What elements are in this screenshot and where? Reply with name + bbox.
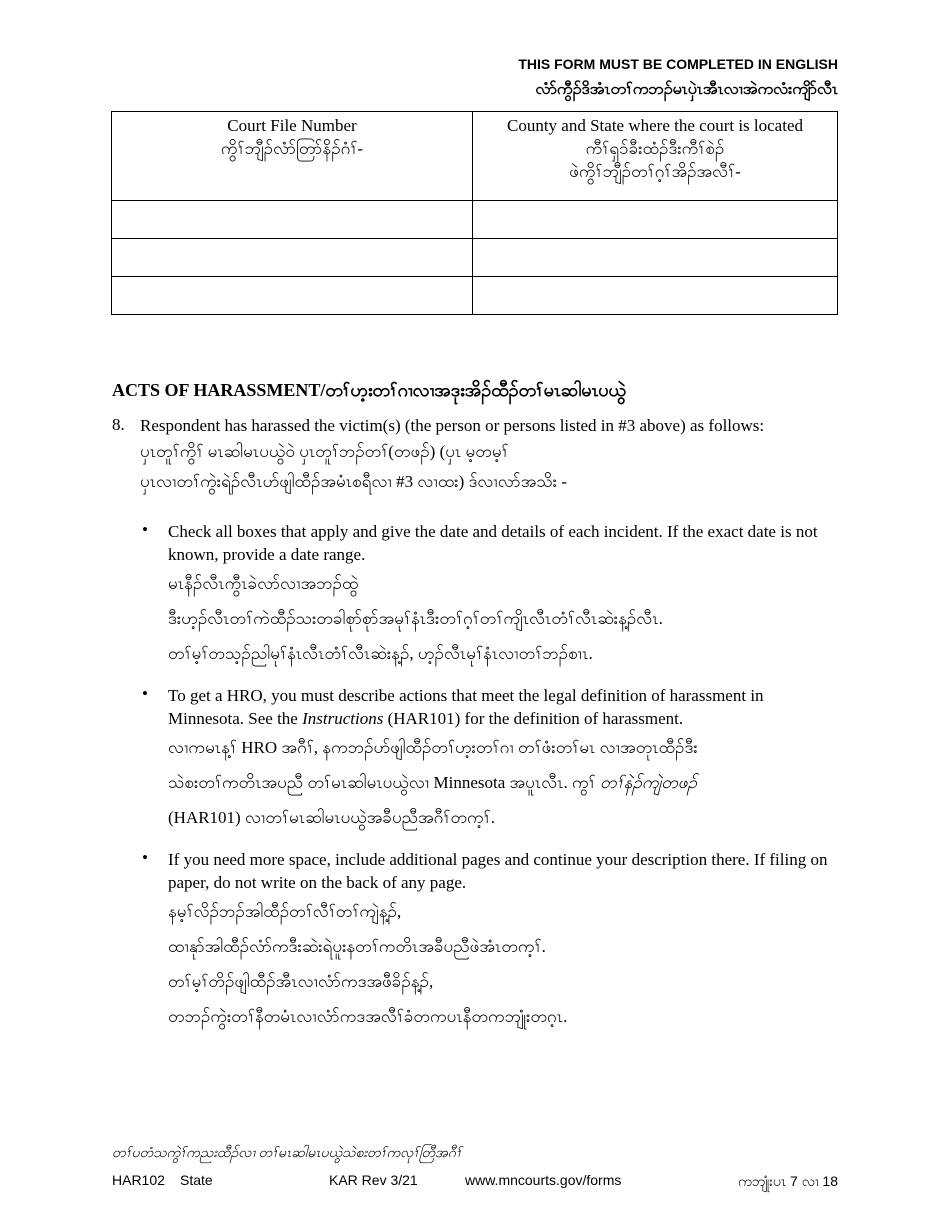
bullet-karen-line: တဘၣ်ကွဲးတၢ်နီတမံၤလၢလံာ်ကဒအလီၢ်ခံတကပၤနီတကဘျုံးတဂ့ၤ. [168, 1007, 568, 1026]
bullet-karen-line: သဲစးတၢ်ကတိၤအပညီ တၢ်မၤဆါမၤပယွဲလၢ Minnesota အပူၤလီၤ. ကွၢ် တၢ်နဲၣ်ကျဲတဖၣ် [168, 773, 697, 792]
form-state: State [180, 1172, 213, 1188]
section-title: ACTS OF HARASSMENT/တၢ်ဟ့းတၢ်ဂၢလၢအဒုးအိၣ်ထီၣ်တၢ်မၤဆါမၤပယွဲ [112, 380, 626, 400]
page-number: ကဘျုံးပၤ 7 လၢ 18 [737, 1173, 838, 1189]
english-required-notice-karen: လံာ်ကွီၣ်ဒိအံၤတၢ်ကဘၣ်မၤပှဲၤအီၤလၢအဲကလံးကျိာ်လီၤ [535, 81, 838, 98]
bullet-karen-line: တၢ်မ့ၢ်တသ့ၣ်ညါမုၢ်နံၤလီၤတံၢ်လီၤဆဲးန့ၣ်, ဟ့ၣ်လီၤမုၢ်နံၤလၢတၢ်ဘၣ်စၢၤ. [168, 644, 593, 663]
bullet-karen-line: မၤနီၣ်လီၤကွီၤခဲလာ်လၢအဘၣ်ထွဲ [168, 574, 359, 593]
instructions-reference-karen: တၢ်နဲၣ်ကျဲတဖၣ် [600, 773, 697, 792]
bullet-karen-line: လၢကမၤန့ၢ် HRO အဂီၢ်, နကဘၣ်ဟ်ဖျါထီၣ်တၢ်ဟ့းတၢ်ဂၢ တၢ်ဖံးတၢ်မၤ လၢအတုၤထီၣ်ဒီး [168, 738, 698, 757]
item-8-karen-line: ပှၤတူၢ်ကွိၢ် မၤဆါမၤပယွဲဝဲ ပှၤတူၢ်ဘၣ်တၢ်(တဖၣ်) (ပှၤ မ့တမ့ၢ် [140, 442, 509, 461]
court-file-number-cell[interactable] [112, 201, 473, 239]
bullet-icon: • [142, 520, 148, 539]
list-item [140, 848, 837, 1034]
instruction-list [140, 520, 837, 1047]
bullet-text: To get a HRO, you must describe actions that meet the legal definition of harassment in Minnesota. See the Instructions (HAR101) for the definition of harassment. [168, 686, 764, 728]
court-file-number-header: Court File Number ကွိၢ်ဘျီၣ်လံာ်တြာ်နိၣ်ဂံၢ်- [112, 112, 473, 201]
item-number: 8. [112, 415, 125, 434]
bullet-karen-line: တၢ်မ့ၢ်တိၣ်ဖျါထီၣ်အီၤလၢလံာ်ကဒအဖီခိၣ်န့ၣ်, [168, 972, 434, 991]
bullet-icon: • [142, 684, 148, 703]
bullet-text: Check all boxes that apply and give the date and details of each incident. If the exact date is not known, provide a date range. [168, 522, 818, 564]
county-state-cell[interactable] [473, 239, 838, 277]
item-8 [112, 415, 837, 497]
bullet-karen-line: ဒီးဟ့ၣ်လီၤတၢ်ကဲထီၣ်သးတခါစုာ်စုာ်အမုၢ်နံၤဒီးတၢ်ဂ့ၢ်တၢ်ကျိၤလီၤတံၢ်လီၤဆဲးန့ၣ်လီၤ. [168, 609, 663, 628]
english-required-notice: THIS FORM MUST BE COMPLETED IN ENGLISH [518, 56, 838, 72]
form-id: HAR102 [112, 1172, 165, 1188]
footer-note: တၢ်ပတံသကွဲၢ်ကညးထီၣ်လၢ တၢ်မၤဆါမၤပယွဲသဲစးတၢ်ကလုၢ်တြီအဂီၢ် [112, 1146, 462, 1161]
court-info-table [111, 111, 838, 315]
court-file-number-cell[interactable] [112, 277, 473, 315]
county-state-header: County and State where the court is located ကီၢ်ရှၥ်ခီးထံၣ်ဒီးကီၢ်စဲၣ် ဖဲကွိၢ်ဘျီၣ်တၢ်ဂ့ၢ်အိၣ်အလီၢ်- [473, 112, 838, 201]
bullet-text: If you need more space, include additional pages and continue your description there. If filing on paper, do not write on the back of any page. [168, 850, 828, 892]
bullet-icon: • [142, 848, 148, 867]
county-state-cell[interactable] [473, 201, 838, 239]
list-item [140, 520, 837, 671]
bullet-karen-line: (HAR101) လၢတၢ်မၤဆါမၤပယွဲအခီပညီအဂီၢ်တက့ၢ်. [168, 808, 495, 827]
bullet-karen-line: နမ့ၢ်လိၣ်ဘၣ်အါထီၣ်တၢ်လီၢ်တၢ်ကျဲန့ၣ်, [168, 902, 402, 921]
county-state-cell[interactable] [473, 277, 838, 315]
item-8-karen-line: ပှၤလၢတၢ်ကွဲးရဲၣ်လီၤဟ်ဖျါထီၣ်အမံၤစရီလၢ #3 လၢထး) ဒ်လၢလာ်အသိး - [140, 472, 567, 491]
forms-url[interactable]: www.mncourts.gov/forms [465, 1172, 622, 1188]
bullet-karen-line: ထၢနုာ်အါထီၣ်လံာ်ကဒီးဆဲးရဲပူးနတၢ်ကတိၤအခီပညီဖဲအံၤတက့ၢ်. [168, 937, 546, 956]
list-item [140, 684, 837, 835]
item-8-text: Respondent has harassed the victim(s) (the person or persons listed in #3 above) as follows: [140, 416, 765, 435]
instructions-reference: Instructions [302, 709, 384, 728]
court-file-number-cell[interactable] [112, 239, 473, 277]
language-revision: KAR Rev 3/21 [329, 1172, 418, 1188]
